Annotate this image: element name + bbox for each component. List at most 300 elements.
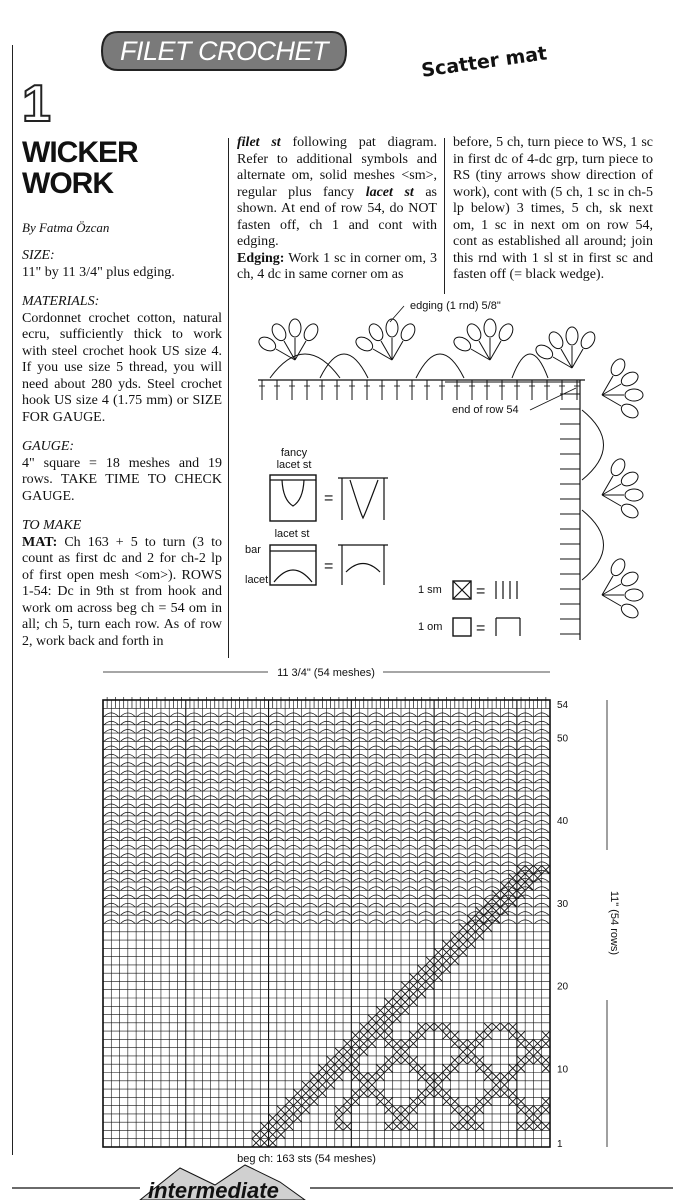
solid-mesh	[335, 1073, 343, 1081]
solid-mesh	[302, 1081, 310, 1089]
solid-mesh	[442, 1097, 450, 1105]
solid-mesh	[327, 1056, 335, 1064]
materials-text: Cordonnet crochet cotton, natural ecru, sufficiently thick to work with steel crochet hook US size 4. If you use size 5 thread, you will need about 280 yds. Steel crochet hook US size 4 (1.75 mm) or SIZE FOR GAUGE.	[22, 310, 222, 425]
edging-chain-arc	[270, 354, 340, 378]
solid-mesh	[426, 981, 434, 989]
end-row-label: end of row 54	[452, 404, 519, 416]
edging-label: edging (1 rnd) 5/8"	[410, 300, 501, 312]
fan-loop	[484, 319, 496, 337]
solid-mesh	[384, 1056, 392, 1064]
solid-mesh	[401, 998, 409, 1006]
solid-mesh	[517, 1122, 525, 1130]
solid-mesh	[509, 890, 517, 898]
solid-mesh	[451, 940, 459, 948]
solid-mesh	[260, 1139, 268, 1147]
solid-mesh	[442, 1073, 450, 1081]
solid-mesh	[368, 1015, 376, 1023]
solid-mesh	[426, 1023, 434, 1031]
solid-mesh	[434, 948, 442, 956]
solid-mesh	[327, 1073, 335, 1081]
solid-mesh	[533, 1039, 541, 1047]
solid-mesh	[451, 1039, 459, 1047]
solid-mesh	[293, 1097, 301, 1105]
solid-mesh	[310, 1097, 318, 1105]
fan-loop	[619, 401, 641, 420]
solid-mesh	[393, 1106, 401, 1114]
solid-mesh	[451, 1064, 459, 1072]
solid-mesh	[459, 948, 467, 956]
filet-st-term: filet st	[237, 135, 281, 150]
solid-mesh	[451, 932, 459, 940]
solid-mesh	[409, 1056, 417, 1064]
title-line-2: WORK	[22, 167, 113, 200]
solid-mesh	[376, 1064, 384, 1072]
solid-mesh	[360, 1023, 368, 1031]
size-text: 11" by 11 3/4" plus edging.	[22, 264, 175, 280]
solid-mesh	[525, 1048, 533, 1056]
solid-mesh	[318, 1081, 326, 1089]
solid-mesh	[517, 882, 525, 890]
solid-mesh	[533, 866, 541, 874]
solid-mesh	[509, 1064, 517, 1072]
edging-fan-2	[353, 319, 417, 360]
solid-mesh	[343, 1048, 351, 1056]
solid-mesh	[310, 1073, 318, 1081]
fan-loop	[619, 501, 641, 520]
solid-mesh	[409, 981, 417, 989]
solid-mesh	[351, 1056, 359, 1064]
solid-mesh	[517, 1064, 525, 1072]
solid-mesh	[393, 1039, 401, 1047]
fan-loop	[301, 321, 320, 343]
solid-mesh	[401, 1039, 409, 1047]
solid-mesh	[492, 1081, 500, 1089]
solid-mesh	[484, 907, 492, 915]
solid-mesh	[451, 957, 459, 965]
end-row-pointer	[530, 388, 576, 410]
solid-mesh	[418, 965, 426, 973]
skill-level: intermediate	[148, 1178, 279, 1200]
solid-mesh	[525, 1106, 533, 1114]
solid-mesh	[451, 948, 459, 956]
solid-mesh	[409, 1106, 417, 1114]
solid-mesh	[418, 1031, 426, 1039]
solid-mesh	[492, 1023, 500, 1031]
solid-mesh	[442, 957, 450, 965]
fan-stitch	[602, 595, 621, 606]
solid-mesh	[484, 1097, 492, 1105]
solid-mesh	[517, 890, 525, 898]
solid-mesh	[285, 1122, 293, 1130]
solid-mesh	[384, 998, 392, 1006]
bar-label: bar	[245, 544, 261, 556]
solid-mesh	[426, 1081, 434, 1089]
fan-loop	[625, 389, 643, 401]
solid-mesh	[393, 990, 401, 998]
mat-text-2: following pat diagram. Refer to additional symbols and alternate om, solid meshes <sm>, regular plus fancy	[237, 135, 437, 200]
solid-mesh	[368, 1039, 376, 1047]
solid-mesh	[509, 1031, 517, 1039]
solid-mesh	[459, 1039, 467, 1047]
solid-mesh	[409, 973, 417, 981]
solid-mesh	[451, 1122, 459, 1130]
solid-mesh	[476, 1106, 484, 1114]
solid-mesh	[525, 882, 533, 890]
solid-mesh	[343, 1056, 351, 1064]
solid-mesh	[484, 899, 492, 907]
solid-mesh	[467, 1106, 475, 1114]
solid-mesh	[467, 1039, 475, 1047]
to-make-label: TO MAKE	[22, 518, 82, 533]
solid-mesh	[542, 1031, 550, 1039]
edging-pointer	[390, 306, 404, 322]
solid-mesh	[376, 1073, 384, 1081]
solid-mesh	[442, 948, 450, 956]
edging-fan-3	[451, 319, 515, 360]
solid-mesh	[451, 1031, 459, 1039]
solid-mesh	[351, 1048, 359, 1056]
solid-mesh	[492, 907, 500, 915]
solid-mesh	[533, 1056, 541, 1064]
solid-mesh	[500, 1081, 508, 1089]
solid-mesh	[393, 1114, 401, 1122]
solid-mesh	[376, 1089, 384, 1097]
solid-mesh	[434, 965, 442, 973]
solid-mesh	[509, 1073, 517, 1081]
pattern-number: 1	[22, 75, 51, 133]
solid-mesh	[467, 1114, 475, 1122]
width-label: 11 3/4" (54 meshes)	[277, 667, 375, 679]
solid-mesh	[409, 1122, 417, 1130]
solid-mesh	[384, 1031, 392, 1039]
solid-mesh	[476, 1031, 484, 1039]
solid-mesh	[343, 1122, 351, 1130]
solid-mesh	[459, 1056, 467, 1064]
solid-mesh	[368, 1023, 376, 1031]
solid-mesh	[401, 1006, 409, 1014]
stitch-legend	[245, 447, 520, 637]
solid-mesh	[418, 990, 426, 998]
fancy-lacet-label: fancy	[280, 447, 308, 459]
solid-mesh	[517, 1056, 525, 1064]
solid-mesh	[467, 932, 475, 940]
solid-mesh	[418, 1097, 426, 1105]
fan-loop	[578, 329, 597, 351]
edging-fan-4	[533, 327, 597, 368]
solid-mesh	[476, 915, 484, 923]
gauge-label: GAUGE:	[22, 439, 75, 454]
solid-mesh	[525, 1056, 533, 1064]
fan-stitch	[392, 341, 403, 360]
solid-mesh	[434, 1023, 442, 1031]
lacet-symbol	[270, 551, 316, 582]
solid-mesh	[351, 1089, 359, 1097]
solid-mesh	[525, 874, 533, 882]
solid-mesh	[467, 940, 475, 948]
solid-mesh	[302, 1089, 310, 1097]
solid-mesh	[542, 1122, 550, 1130]
solid-mesh	[409, 1064, 417, 1072]
solid-mesh	[542, 1106, 550, 1114]
solid-mesh	[327, 1064, 335, 1072]
solid-mesh	[260, 1130, 268, 1138]
solid-mesh	[409, 998, 417, 1006]
lacet-stitch	[338, 545, 388, 585]
solid-mesh	[318, 1064, 326, 1072]
solid-mesh	[533, 1122, 541, 1130]
fancy-lacet-symbol	[270, 480, 316, 506]
solid-mesh	[492, 915, 500, 923]
solid-mesh	[277, 1130, 285, 1138]
solid-mesh	[500, 1073, 508, 1081]
solid-mesh	[393, 1015, 401, 1023]
lacet-word: lacet	[245, 574, 269, 586]
solid-mesh	[509, 899, 517, 907]
solid-mesh	[302, 1106, 310, 1114]
solid-mesh	[401, 981, 409, 989]
mat-text: Ch 163 + 5 to turn (3 to count as first dc and 2 for ch-2 lp of first open mesh <om>). ROWS 1-54: Dc in 9th st from hook and work om across beg ch = 54 om in all; ch 5, turn each row. As of row 2, work back and forth in	[22, 534, 223, 649]
sm-cross	[453, 581, 471, 599]
solid-mesh	[343, 1097, 351, 1105]
solid-mesh	[335, 1114, 343, 1122]
edging-fan-1	[256, 319, 320, 360]
fan-loop	[496, 321, 515, 343]
fan-loop	[625, 589, 643, 601]
solid-mesh	[418, 1023, 426, 1031]
solid-mesh	[409, 1039, 417, 1047]
solid-mesh	[500, 1089, 508, 1097]
solid-mesh	[459, 1122, 467, 1130]
solid-mesh	[277, 1122, 285, 1130]
solid-mesh	[459, 924, 467, 932]
edging-fan-5	[602, 356, 643, 420]
solid-mesh	[393, 1048, 401, 1056]
solid-mesh	[418, 1073, 426, 1081]
beg-chain-label: beg ch: 163 sts (54 meshes)	[237, 1153, 376, 1165]
solid-mesh	[542, 1097, 550, 1105]
row-tick-label: 10	[557, 1064, 569, 1076]
edging-label: Edging:	[237, 250, 285, 266]
solid-mesh	[542, 1039, 550, 1047]
equals-sign-2: =	[324, 558, 334, 575]
solid-mesh	[335, 1106, 343, 1114]
fan-loop	[625, 489, 643, 501]
solid-mesh	[293, 1114, 301, 1122]
fan-loop	[398, 321, 417, 343]
solid-mesh	[401, 1106, 409, 1114]
filet-chart	[103, 667, 620, 1165]
solid-mesh	[360, 1081, 368, 1089]
solid-mesh	[252, 1130, 260, 1138]
fan-stitch	[490, 341, 501, 360]
solid-mesh	[318, 1073, 326, 1081]
solid-mesh	[484, 1031, 492, 1039]
solid-mesh	[525, 866, 533, 874]
solid-mesh	[393, 1056, 401, 1064]
row-tick-label: 1	[557, 1138, 563, 1150]
solid-mesh	[409, 1097, 417, 1105]
solid-mesh	[285, 1097, 293, 1105]
solid-mesh	[351, 1039, 359, 1047]
solid-mesh	[459, 1106, 467, 1114]
solid-mesh	[517, 1039, 525, 1047]
section-title: FILET CROCHET	[119, 36, 328, 66]
solid-mesh	[533, 1106, 541, 1114]
om-box	[453, 618, 471, 636]
solid-mesh	[476, 907, 484, 915]
solid-mesh	[360, 1073, 368, 1081]
solid-mesh	[484, 924, 492, 932]
solid-mesh	[418, 981, 426, 989]
solid-mesh	[426, 1073, 434, 1081]
solid-mesh	[492, 1073, 500, 1081]
solid-mesh	[492, 1089, 500, 1097]
solid-mesh	[467, 1056, 475, 1064]
solid-mesh	[393, 1122, 401, 1130]
solid-mesh	[517, 1106, 525, 1114]
fan-stitch	[602, 495, 621, 506]
solid-mesh	[451, 1097, 459, 1105]
solid-mesh	[269, 1122, 277, 1130]
solid-mesh	[285, 1114, 293, 1122]
solid-mesh	[351, 1073, 359, 1081]
solid-mesh	[442, 1089, 450, 1097]
om-stitch	[496, 618, 520, 636]
solid-mesh	[500, 1023, 508, 1031]
solid-mesh	[517, 1031, 525, 1039]
gauge-text: 4" square = 18 meshes and 19 rows. TAKE TIME TO CHECK GAUGE.	[22, 455, 222, 504]
solid-mesh	[351, 1064, 359, 1072]
solid-mesh	[442, 1023, 450, 1031]
solid-mesh	[525, 1114, 533, 1122]
solid-mesh	[252, 1139, 260, 1147]
solid-mesh	[384, 1023, 392, 1031]
edging-chain-arc	[416, 354, 464, 378]
footer-band	[12, 1165, 673, 1200]
solid-mesh	[384, 1122, 392, 1130]
om-label: 1 om	[418, 621, 443, 633]
solid-mesh	[426, 965, 434, 973]
solid-mesh	[442, 940, 450, 948]
edging-fan-6	[602, 456, 643, 520]
solid-mesh	[484, 1089, 492, 1097]
solid-mesh	[393, 998, 401, 1006]
solid-mesh	[343, 1064, 351, 1072]
fan-stitch	[602, 395, 621, 406]
solid-mesh	[525, 1039, 533, 1047]
fancy-lacet-label-2: lacet st	[276, 459, 312, 471]
solid-mesh	[269, 1114, 277, 1122]
solid-mesh	[533, 1048, 541, 1056]
edging-chain-arc	[582, 510, 604, 580]
solid-mesh	[426, 973, 434, 981]
solid-mesh	[335, 1048, 343, 1056]
solid-mesh	[269, 1130, 277, 1138]
pattern-subtitle: Scatter mat	[420, 42, 549, 82]
solid-mesh	[418, 1064, 426, 1072]
solid-mesh	[442, 965, 450, 973]
solid-mesh	[368, 1081, 376, 1089]
row-tick-label: 50	[557, 733, 569, 745]
height-label: 11" (54 rows)	[608, 890, 620, 956]
solid-mesh	[500, 890, 508, 898]
solid-mesh	[343, 1106, 351, 1114]
solid-mesh	[484, 1023, 492, 1031]
solid-mesh	[335, 1122, 343, 1130]
solid-mesh	[542, 1056, 550, 1064]
lacet-label: lacet st	[274, 528, 310, 540]
edging-chain-arc	[320, 354, 368, 378]
solid-mesh	[484, 1064, 492, 1072]
sm-label: 1 sm	[418, 584, 442, 596]
solid-mesh	[467, 915, 475, 923]
solid-mesh	[335, 1056, 343, 1064]
solid-mesh	[384, 1006, 392, 1014]
solid-mesh	[302, 1097, 310, 1105]
solid-mesh	[459, 940, 467, 948]
solid-mesh	[476, 932, 484, 940]
solid-mesh	[376, 1006, 384, 1014]
solid-mesh	[517, 866, 525, 874]
edging-text: Work 1 sc in corner om, 3 ch, 4 dc in same corner om as	[237, 250, 437, 282]
solid-mesh	[376, 1015, 384, 1023]
solid-mesh	[492, 890, 500, 898]
equals-sign-3: =	[476, 583, 486, 600]
solid-mesh	[360, 1048, 368, 1056]
byline: By Fatma Özcan	[22, 220, 110, 235]
solid-mesh	[476, 1039, 484, 1047]
solid-mesh	[343, 1039, 351, 1047]
solid-mesh	[517, 874, 525, 882]
solid-mesh	[401, 1114, 409, 1122]
equals-sign-4: =	[476, 620, 486, 637]
solid-mesh	[401, 990, 409, 998]
solid-mesh	[525, 1122, 533, 1130]
fan-loop	[386, 319, 398, 337]
solid-mesh	[533, 874, 541, 882]
row-tick-label: 30	[557, 898, 569, 910]
solid-mesh	[434, 957, 442, 965]
solid-mesh	[426, 957, 434, 965]
solid-mesh	[459, 1114, 467, 1122]
solid-mesh	[327, 1081, 335, 1089]
solid-mesh	[476, 1122, 484, 1130]
fan-loop	[566, 327, 578, 345]
solid-mesh	[542, 866, 550, 874]
solid-mesh	[368, 1031, 376, 1039]
solid-mesh	[442, 1064, 450, 1072]
solid-mesh	[335, 1064, 343, 1072]
solid-mesh	[360, 1039, 368, 1047]
solid-mesh	[509, 1097, 517, 1105]
solid-mesh	[476, 1097, 484, 1105]
solid-mesh	[418, 973, 426, 981]
solid-mesh	[467, 924, 475, 932]
lacet-st-term: lacet st	[365, 184, 414, 200]
solid-mesh	[434, 1073, 442, 1081]
solid-mesh	[492, 899, 500, 907]
solid-mesh	[393, 1006, 401, 1014]
size-label: SIZE:	[22, 248, 55, 263]
solid-mesh	[476, 1064, 484, 1072]
solid-mesh	[459, 1048, 467, 1056]
solid-mesh	[384, 1064, 392, 1072]
solid-mesh	[368, 1089, 376, 1097]
solid-mesh	[542, 1064, 550, 1072]
solid-mesh	[409, 990, 417, 998]
edging-chain-arc	[582, 410, 604, 480]
solid-mesh	[277, 1106, 285, 1114]
